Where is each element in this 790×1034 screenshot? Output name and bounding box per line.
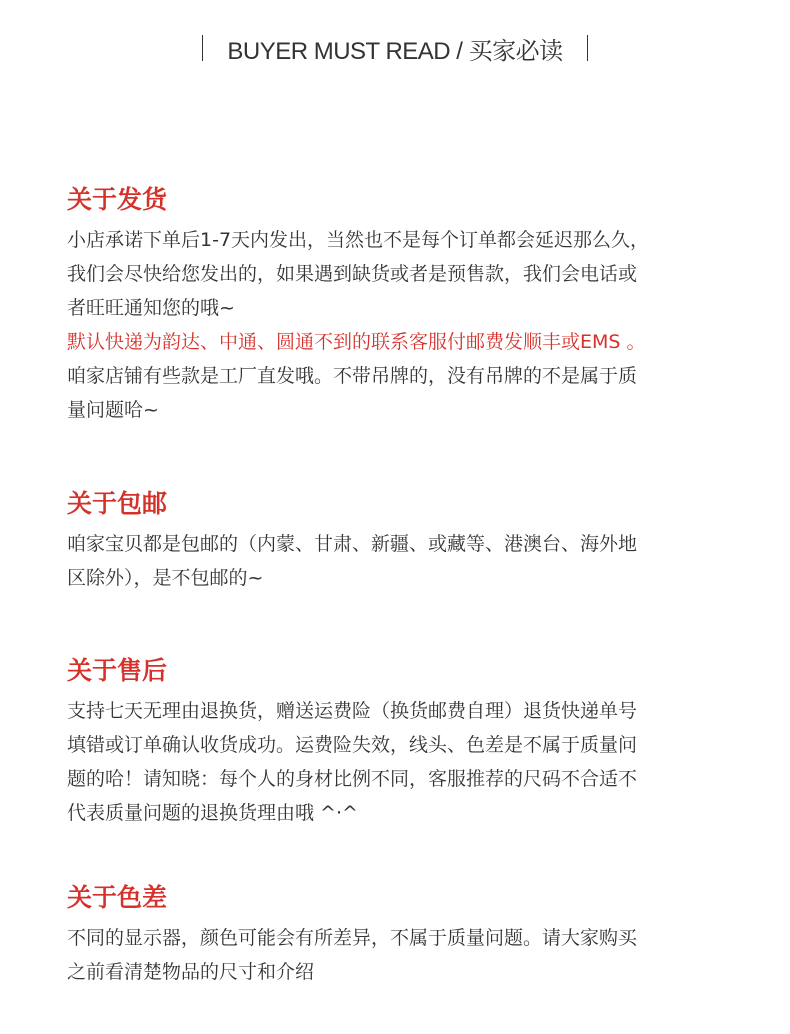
page-header: [0, 28, 790, 68]
section-title-after-sales: 关于售后: [67, 656, 168, 685]
header-right-divider: [587, 35, 588, 61]
section-free-shipping: [67, 487, 747, 595]
color-difference-line-1: 不同的显示器，颜色可能会有所差异，不属于质量问题。请大家购买: [67, 927, 638, 949]
after-sales-line-2: 填错或订单确认收货成功。运费险失效，线头、色差是不属于质量问: [67, 734, 638, 756]
page-title: BUYER MUST READ / 买家必读: [227, 37, 563, 65]
shipping-line-3: 者旺旺通知您的哦~: [67, 297, 235, 319]
free-shipping-line-2: 区除外），是不包邮的~: [67, 567, 264, 589]
after-sales-line-1: 支持七天无理由退换货，赠送运费险（换货邮费自理）退货快递单号: [67, 700, 638, 722]
header-inner: [202, 28, 587, 68]
section-title-color-difference: 关于色差: [67, 883, 168, 912]
section-after-sales: [67, 654, 747, 830]
color-difference-line-2: 之前看清楚物品的尺寸和介绍: [67, 961, 315, 983]
section-shipping: [67, 183, 747, 427]
after-sales-line-3: 题的哈！请知晓：每个人的身材比例不同，客服推荐的尺码不合适不: [67, 768, 638, 790]
free-shipping-line-1: 咱家宝贝都是包邮的（内蒙、甘肃、新疆、或藏等、港澳台、海外地: [67, 533, 638, 555]
after-sales-line-4: 代表质量问题的退换货理由哦 ^·^: [67, 802, 358, 824]
shipping-line-6: 量问题哈~: [67, 399, 159, 421]
section-title-free-shipping: 关于包邮: [67, 489, 168, 518]
shipping-line-5: 咱家店铺有些款是工厂直发哦。不带吊牌的，没有吊牌的不是属于质: [67, 365, 638, 387]
shipping-courier-notice: 默认快递为韵达、中通、圆通不到的联系客服付邮费发顺丰或EMS 。: [67, 331, 646, 353]
shipping-line-1: 小店承诺下单后1-7天内发出，当然也不是每个订单都会延迟那么久，: [67, 229, 650, 251]
section-title-shipping: 关于发货: [67, 185, 168, 214]
shipping-line-2: 我们会尽快给您发出的，如果遇到缺货或者是预售款，我们会电话或: [67, 263, 638, 285]
section-color-difference: [67, 881, 747, 989]
